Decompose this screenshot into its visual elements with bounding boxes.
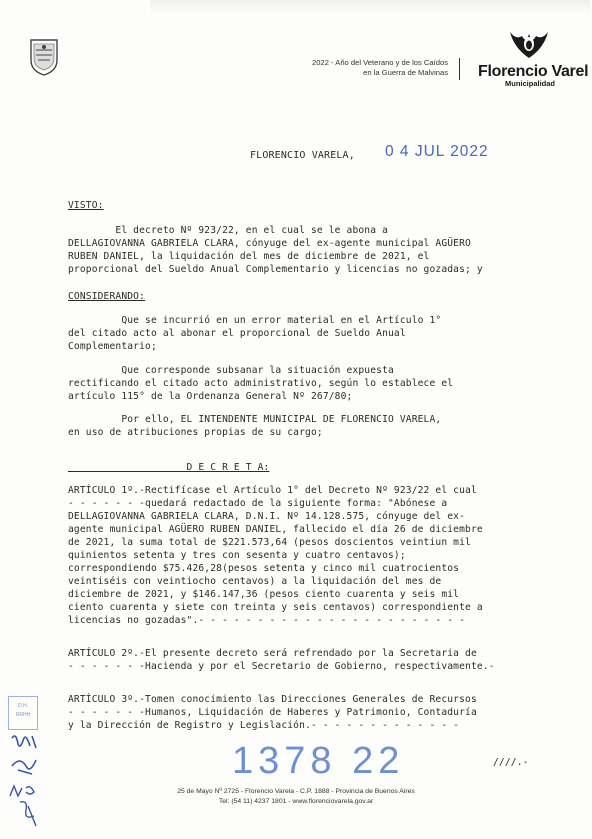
body-line: Que corresponde subsanar la situación expuesta [68,365,394,376]
body-line: - - - - - - -quedará redactado de la siguiente forma: "Abónese a [68,498,448,509]
margin-stamp [8,696,38,730]
body-line: veintiséis con veintiocho centavos) a la liquidación del mes de [68,576,442,587]
body-line: Que se incurrió en un error material en el Artículo 1° [68,315,442,326]
body-line: D E C R E T A: [68,462,270,473]
body-line: artículo 115° de la Ordenanza General Nº 267/80; [68,391,353,402]
body-line: licencias no gozadas".- - - - - - - - - - - - - - - - - - - - - - - [68,615,466,626]
body-line: ciento cuarenta y siete con treinta y seis centavos) correspondiente a [68,602,483,613]
margin-stamp-line2: RRHH [15,712,31,718]
body-line: RUBEN DANIEL, la liquidación del mes de diciembre de 2021, el [68,251,430,262]
municipal-logo-icon [506,30,552,60]
coat-of-arms-icon [28,36,60,76]
body-line: correspondiendo $75.426,28(pesos setenta y cinco mil cuatrocientos [68,563,460,574]
footer-contact: Tel: (54 11) 4237 1801 - www.florenciovarela.gov.ar [218,798,374,805]
brand-subtitle: Municipalidad [505,79,556,88]
body-line: VISTO: [68,200,104,211]
body-line: - - - - - - -Humanos, Liquidación de Haberes y Patrimonio, Contaduría [68,707,477,718]
margin-initials-signature [6,730,46,830]
body-line: y la Dirección de Registro y Legislación.- - - - - - - - - - - - - [68,720,460,731]
body-line: DELLAGIOVANNA GABRIELA CLARA, D.N.I. Nº 14.128.575, cónyuge del ex- [68,511,466,522]
place-label: FLORENCIO VARELA, [250,150,355,161]
body-line: rectificando el citado acto administrativo, según lo establece el [68,378,454,389]
body-line: El decreto Nº 923/22, en el cual se le abona a [68,225,388,236]
year-motto-line2: en la Guerra de Malvinas [363,68,448,77]
body-line: agente municipal AGÜERO RUBEN DANIEL, fallecido el día 26 de diciembre [68,524,483,535]
date-stamp: 0 4 JUL 2022 [385,143,489,160]
body-line: en uso de atribuciones propias de su cargo; [68,427,323,438]
body-line: ARTÍCULO 1º.-Rectifícase el Artículo 1° del Decreto Nº 923/22 el cual [68,485,477,496]
brand-name: Florencio Varel [478,63,589,80]
body-line: de 2021, la suma total de $221.573,64 (pesos doscientos veintiun mil [68,537,471,548]
body-line: - - - - - - -Hacienda y por el Secretario de Gobierno, respectivamente.- [68,661,495,672]
header-divider [459,58,460,80]
body-line: del citado acto al abonar el proporcional de Sueldo Anual [68,328,406,339]
body-line: DELLAGIOVANNA GABRIELA CLARA, cónyuge del ex-agente municipal AGÜERO [68,238,471,249]
footer-address: 25 de Mayo Nº 2725 - Florencio Varela - C.P. 1888 - Provincia de Buenos Aires [177,788,415,795]
body-line: Complementario; [68,341,157,352]
body-line: diciembre de 2021, y $146.147,36 (pesos ciento cuarenta y seis mil [68,589,460,600]
year-motto-line1: 2022 - Año del Veterano y de los Caídos [312,58,448,67]
body-line: ARTÍCULO 2º.-El presente decreto será refrendado por la Secretaria de [68,648,477,659]
body-line: quinientos setenta y tres con sesenta y cuatro centavos); [68,550,406,561]
body-line: proporcional del Sueldo Anual Complementario y licencias no gozadas; y [68,264,483,275]
body-line: CONSIDERANDO: [68,291,146,302]
margin-stamp-line1: D.H. [18,703,28,709]
body-line: ARTÍCULO 3º.-Tomen conocimiento las Direcciones Generales de Recursos [68,694,477,705]
top-margin-strip [150,0,590,14]
decree-number-stamp: 1378 22 [232,740,405,782]
body-line: Por ello, EL INTENDENTE MUNICIPAL DE FLORENCIO VARELA, [68,414,442,425]
continuation-mark: ////.- [493,757,529,768]
